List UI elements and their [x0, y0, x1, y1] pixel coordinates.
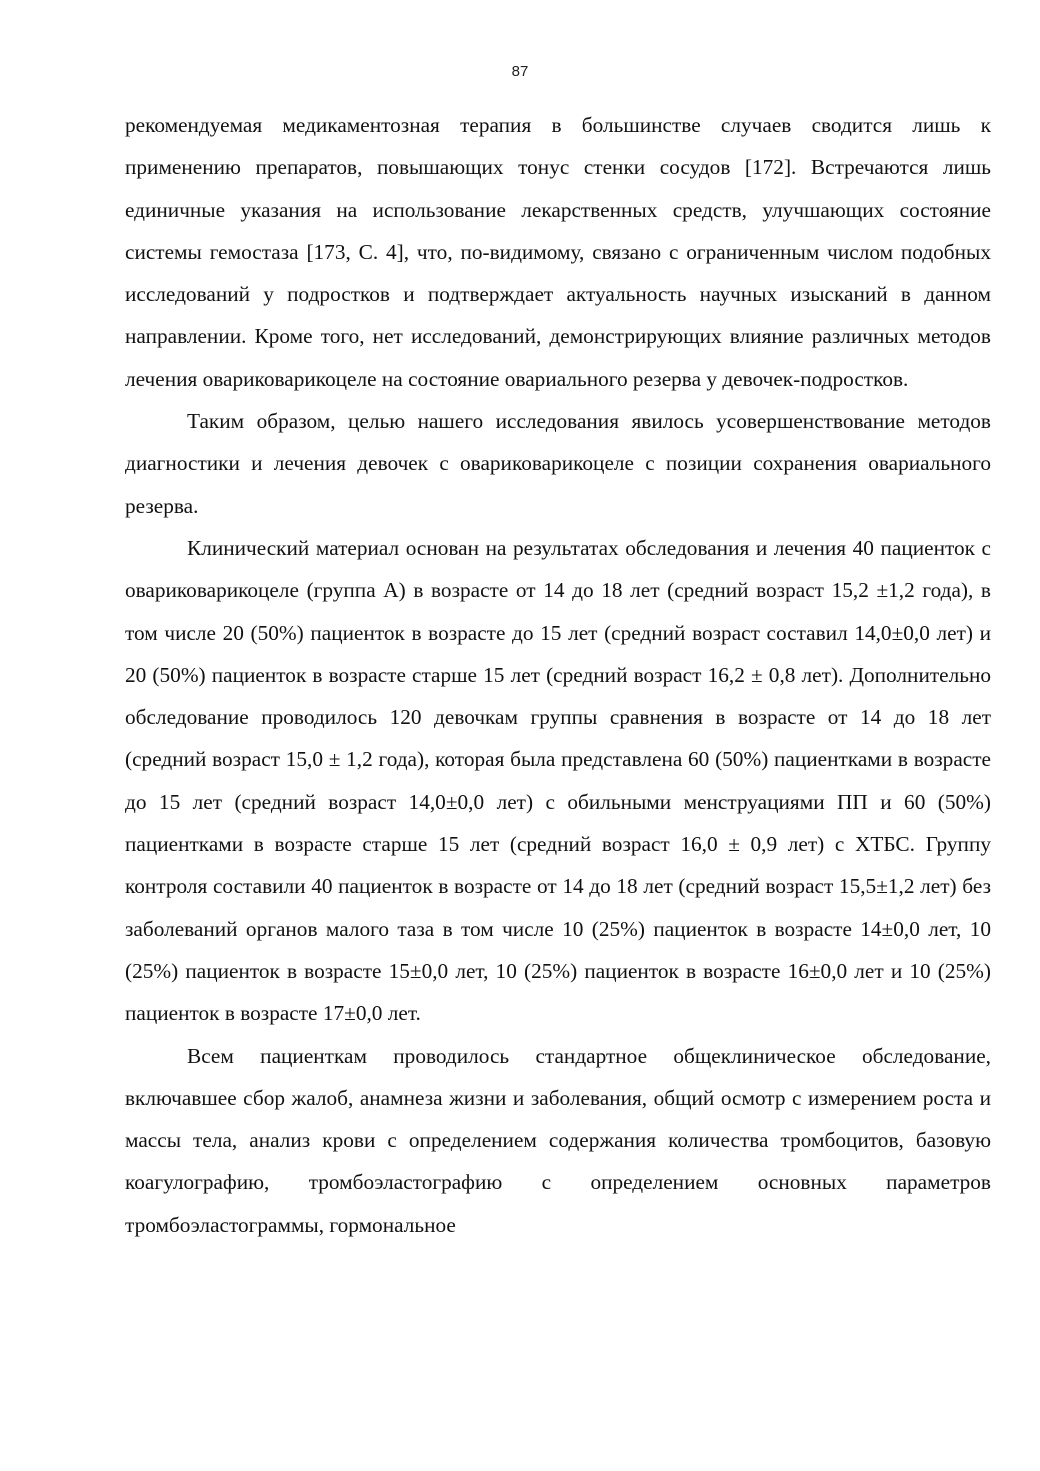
paragraph-examination-methods: Всем пациенткам проводилось стандартное общеклиническое обследование, включавшее сбор жалоб, анамнеза жизни и заболевания, общий осмотр с измерением роста и массы тела, анализ крови с определением содержания количества тромбоцитов, базовую коагулографию, тромбоэластографию с определением основных параметров тромбоэластограммы, гормональное [125, 1043, 991, 1237]
paragraph-clinical-material: Клинический материал основан на результатах обследования и лечения 40 пациенток с овариковарикоцеле (группа А) в возрасте от 14 до 18 лет (средний возраст 15,2 ±1,2 года), в том числе 20 (50%) пациенток в возрасте до 15 лет (средний возраст составил 14,0±0,0 лет) и 20 (50%) пациенток в возрасте старше 15 лет (средний возраст 16,2 ± 0,8 лет). Дополнительно обследование проводилось 120 девочкам группы сравнения в возрасте от 14 до 18 лет (средний возраст 15,0 ± 1,2 года), которая была представлена 60 (50%) пациентками в возрасте до 15 лет (средний возраст 14,0±0,0 лет) с обильными менструациями ПП и 60 (50%) пациентками в возрасте старше 15 лет (средний возраст 16,0 ± 0,9 лет) с ХТБС. Группу контроля составили 40 пациенток в возрасте от 14 до 18 лет (средний возраст 15,5±1,2 лет) без заболеваний органов малого таза в том числе 10 (25%) пациенток в возрасте 14±0,0 лет, 10 (25%) пациенток в возрасте 15±0,0 лет, 10 (25%) пациенток в возрасте 16±0,0 лет и 10 (25%) пациенток в возрасте 17±0,0 лет. [125, 535, 991, 1026]
paragraph-study-aim: Таким образом, целью нашего исследования явилось усовершенствование методов диагностики и лечения девочек с овариковарикоцеле с позиции сохранения овариального резерва. [125, 409, 991, 518]
paragraph-treatment-review: рекомендуемая медикаментозная терапия в большинстве случаев сводится лишь к применению препаратов, повышающих тонус стенки сосудов [172]. Встречаются лишь единичные указания на использование лекарственных средств, улучшающих состояние системы гемостаза [173, С. 4], что, по-видимому, связано с ограниченным числом подобных исследований у подростков и подтверждает актуальность научных изысканий в данном направлении. Кроме того, нет исследований, демонстрирующих влияние различных методов лечения овариковарикоцеле на состояние овариального резерва у девочек-подростков. [125, 113, 991, 391]
document-body [125, 104, 991, 1246]
page-number: 87 [511, 63, 529, 80]
